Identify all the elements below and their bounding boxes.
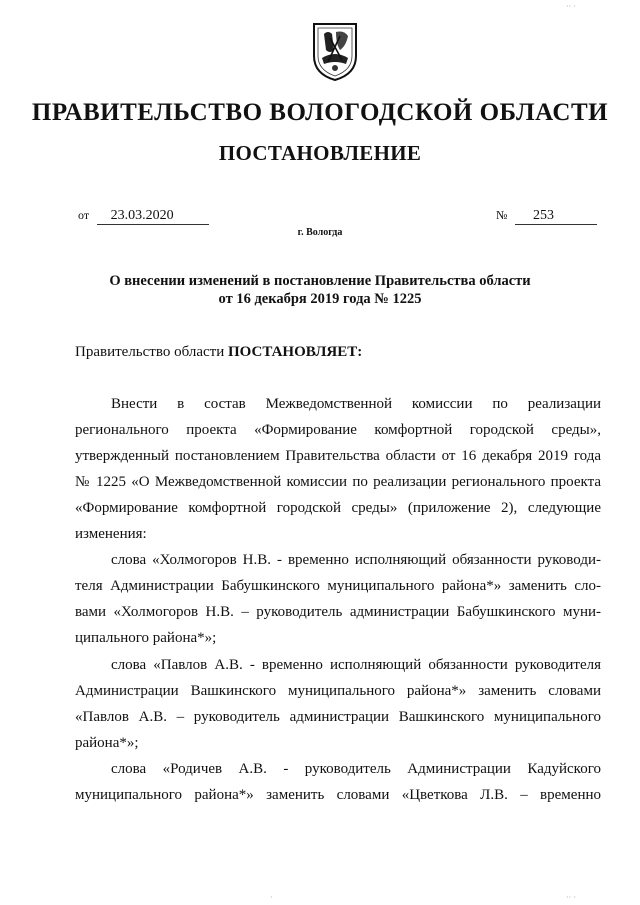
- text-line: изменения:: [75, 526, 147, 542]
- scan-mark: ·· ·: [566, 893, 576, 902]
- body-paragraph: [75, 391, 601, 547]
- text-line: муниципального района*» заменить словами «Цветкова Л.В. – временно: [75, 787, 601, 803]
- text-line: «Формирование комфортной городской среды» (приложение 2), следующие: [75, 500, 601, 516]
- document-type: ПОСТАНОВЛЕНИЕ: [218, 141, 422, 165]
- text-line: «Павлов А.В. – руководитель администрации Вашкинского муниципального: [75, 709, 601, 725]
- text-line: слова «Холмогоров Н.В. - временно исполняющий обязанности руководи-: [111, 552, 601, 568]
- preamble: [75, 344, 362, 361]
- date-label: от: [78, 208, 90, 222]
- text-line: № 1225 «О Межведомственной комиссии по реализации регионального проекта: [75, 474, 601, 490]
- coat-of-arms-icon: [310, 20, 360, 82]
- text-line: Администрации Вашкинского муниципального района*» заменить словами: [75, 683, 601, 699]
- text-line: регионального проекта «Формирование комфортной городской среды»,: [75, 422, 601, 438]
- preamble-decree: ПОСТАНОВЛЯЕТ:: [227, 344, 363, 360]
- text-line: вами «Холмогоров Н.В. – руководитель администрации Бабушкинского муни-: [75, 604, 601, 620]
- text-line: слова «Павлов А.В. - временно исполняющий обязанности руководителя: [111, 657, 601, 673]
- text-line: Внести в состав Межведомственной комиссии по реализации: [111, 396, 601, 412]
- date-field: [78, 208, 209, 225]
- subject-line: О внесении изменений в постановление Правительства области: [109, 273, 531, 289]
- number-value: 253: [515, 208, 597, 225]
- scan-mark: ·: [270, 893, 273, 902]
- scan-mark: ·· ·: [566, 2, 576, 11]
- number-field: [496, 208, 597, 225]
- preamble-text: Правительство области: [75, 344, 228, 360]
- subject-line: от 16 декабря 2019 года № 1225: [218, 291, 422, 307]
- text-line: утвержденный постановлением Правительства области от 16 декабря 2019 года: [75, 448, 601, 464]
- text-line: района*»;: [75, 735, 139, 751]
- body-paragraph: [75, 756, 601, 808]
- body-paragraph: [75, 547, 601, 651]
- document-subject: [60, 272, 580, 308]
- body-paragraph: [75, 652, 601, 756]
- page-title: ПРАВИТЕЛЬСТВО ВОЛОГОДСКОЙ ОБЛАСТИ: [31, 99, 609, 126]
- number-label: №: [496, 208, 508, 222]
- text-line: теля Администрации Бабушкинского муниципального района*» заменить сло-: [75, 578, 601, 594]
- text-line: слова «Родичев А.В. - руководитель Администрации Кадуйского: [111, 761, 601, 777]
- text-line: ципального района*»;: [75, 630, 217, 646]
- city-label: г. Вологда: [297, 227, 343, 238]
- date-value: 23.03.2020: [97, 208, 209, 225]
